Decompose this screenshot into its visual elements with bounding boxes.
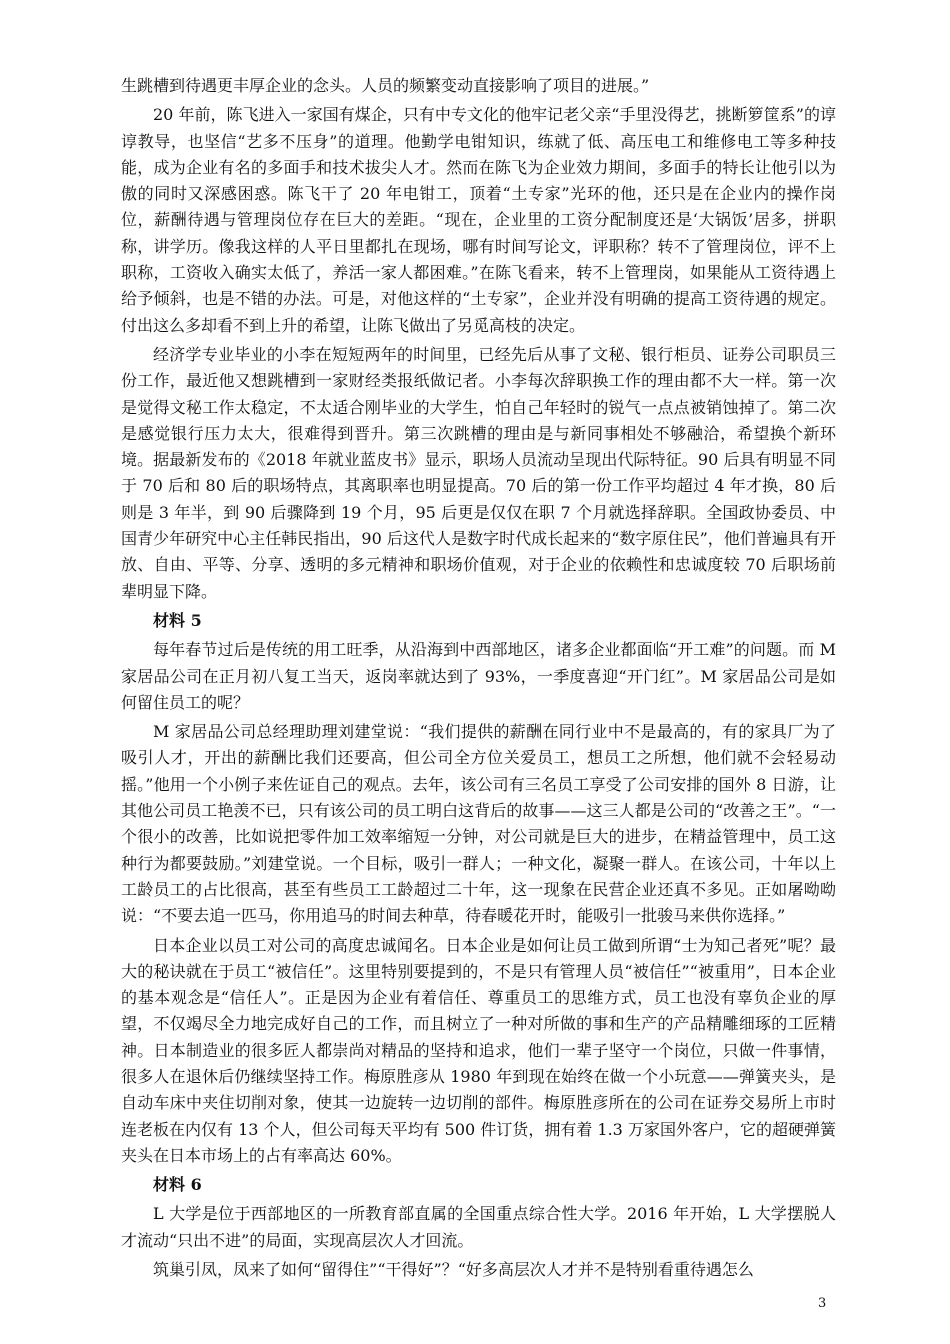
document-body <box>121 73 836 1286</box>
paragraph-continued: 生跳槽到待遇更丰厚企业的念头。人员的频繁变动直接影响了项目的进展。” <box>121 76 650 95</box>
paragraph-l-university: L 大学是位于西部地区的一所教育部直属的全国重点综合性大学。2016 年开始，L 大学摆脱人才流动“只出不进”的局面，实现高层次人才回流。 <box>121 1204 836 1250</box>
paragraph-japan-enterprises: 日本企业以员工对公司的高度忠诚闻名。日本企业是如何让员工做到所谓“士为知己者死”呢？最大的秘诀就在于员工“被信任”。这里特别要提到的，不是只有管理人员“被信任”“被重用”，日本企业的基本观念是“信任人”。正是因为企业有着信任、尊重员工的思维方式，员工也没有辜负企业的厚望，不仅竭尽全力地完成好自己的工作，而且树立了一种对所做的事和生产的产品精雕细琢的工匠精神。日本制造业的很多匠人都崇尚对精品的坚持和追求，他们一辈子坚守一个岗位，只做一件事情，很多人在退休后仍继续坚持工作。梅原胜彦从 1980 年到现在始终在做一个小玩意——弹簧夹头，是自动车床中夹住切削对象，使其一边旋转一边切削的部件。梅原胜彦所在的公司在证券交易所上市时连老板在内仅有 13 个人，但公司每天平均有 500 件订货，拥有着 1.3 万家国外客户，它的超硬弹簧夹头在日本市场上的占有率高达 60%。 <box>121 935 836 1165</box>
page-number: 3 <box>818 1296 827 1311</box>
paragraph-liu-jiantang: M 家居品公司总经理助理刘建堂说：“我们提供的薪酬在同行业中不是最高的，有的家具厂为了吸引人才，开出的薪酬比我们还要高，但公司全方位关爱员工，想员工之所想，他们就不会轻易动摇。”他用一个小例子来佐证自己的观点。去年，该公司有三名员工享受了公司安排的国外 8 日游，让其他公司员工艳羡不已，只有该公司的员工明白这背后的故事——这三人都是公司的“改善之王”。“一个很小的改善，比如说把零件加工效率缩短一分钟，对公司就是巨大的进步，在精益管理中，员工这种行为都要鼓励。”刘建堂说。一个目标，吸引一群人；一种文化，凝聚一群人。在该公司，十年以上工龄员工的占比很高，甚至有些员工工龄超过二十年，这一现象在民营企业还真不多见。正如屠呦呦说：“不要去追一匹马，你用追马的时间去种草，待春暖花开时，能吸引一批骏马来供你选择。” <box>121 722 836 926</box>
section-heading-material-6: 材料 6 <box>153 1175 202 1195</box>
section-heading-material-5: 材料 5 <box>153 610 202 630</box>
paragraph-m-company-intro: 每年春节过后是传统的用工旺季，从沿海到中西部地区，诸多企业都面临“开工难”的问题。而 M 家居品公司在正月初八复工当天，返岗率就达到了 93%，一季度喜迎“开门红”。M 家居品公司是如何留住员工的呢？ <box>121 640 836 712</box>
paragraph-chen-fei: 20 年前，陈飞进入一家国有煤企，只有中专文化的他牢记老父亲“手里没得艺，挑断箩筐系”的谆谆教导，也坚信“艺多不压身”的道理。他勤学电钳知识，练就了低、高压电工和维修电工等多种技能，成为企业有名的多面手和技术拔尖人才。然而在陈飞为企业效力期间，多面手的特长让他引以为傲的同时又深感困惑。陈飞干了 20 年电钳工，顶着“土专家”光环的他，还只是在企业内的操作岗位，薪酬待遇与管理岗位存在巨大的差距。“现在，企业里的工资分配制度还是‘大锅饭’居多，拼职称，讲学历。像我这样的人平日里都扎在现场，哪有时间写论文，评职称？转不了管理岗位，评不上职称，工资收入确实太低了，养活一家人都困难。”在陈飞看来，转不上管理岗，如果能从工资待遇上给予倾斜，也是不错的办法。可是，对他这样的“土专家”，企业并没有明确的提高工资待遇的规定。付出这么多却看不到上升的希望，让陈飞做出了另觅高枝的决定。 <box>121 105 836 335</box>
paragraph-talent-retention: 筑巢引凤，凤来了如何“留得住”“干得好”？“好多高层次人才并不是特别看重待遇怎么 <box>153 1260 754 1280</box>
paragraph-xiao-li: 经济学专业毕业的小李在短短两年的时间里，已经先后从事了文秘、银行柜员、证券公司职员三份工作，最近他又想跳槽到一家财经类报纸做记者。小李每次辞职换工作的理由都不大一样。第一次是觉得文秘工作太稳定，不太适合刚毕业的大学生，怕自己年轻时的锐气一点点被销蚀掉了。第二次是感觉银行压力太大，很难得到晋升。第三次跳槽的理由是与新同事相处不够融洽，希望换个新环境。据最新发布的《2018 年就业蓝皮书》显示，职场人员流动呈现出代际特征。90 后具有明显不同于 70 后和 80 后的职场特点，其离职率也明显提高。70 后的第一份工作平均超过 4 年才换，80 后则是 3 年半，到 90 后骤降到 19 个月，95 后更是仅仅在职 7 个月就选择辞职。全国政协委员、中国青少年研究中心主任韩民指出，90 后这代人是数字时代成长起来的“数字原住民”，他们普遍具有开放、自由、平等、分享、透明的多元精神和职场价值观，对于企业的依赖性和忠诚度较 70 后职场前辈明显下降。 <box>121 344 836 601</box>
